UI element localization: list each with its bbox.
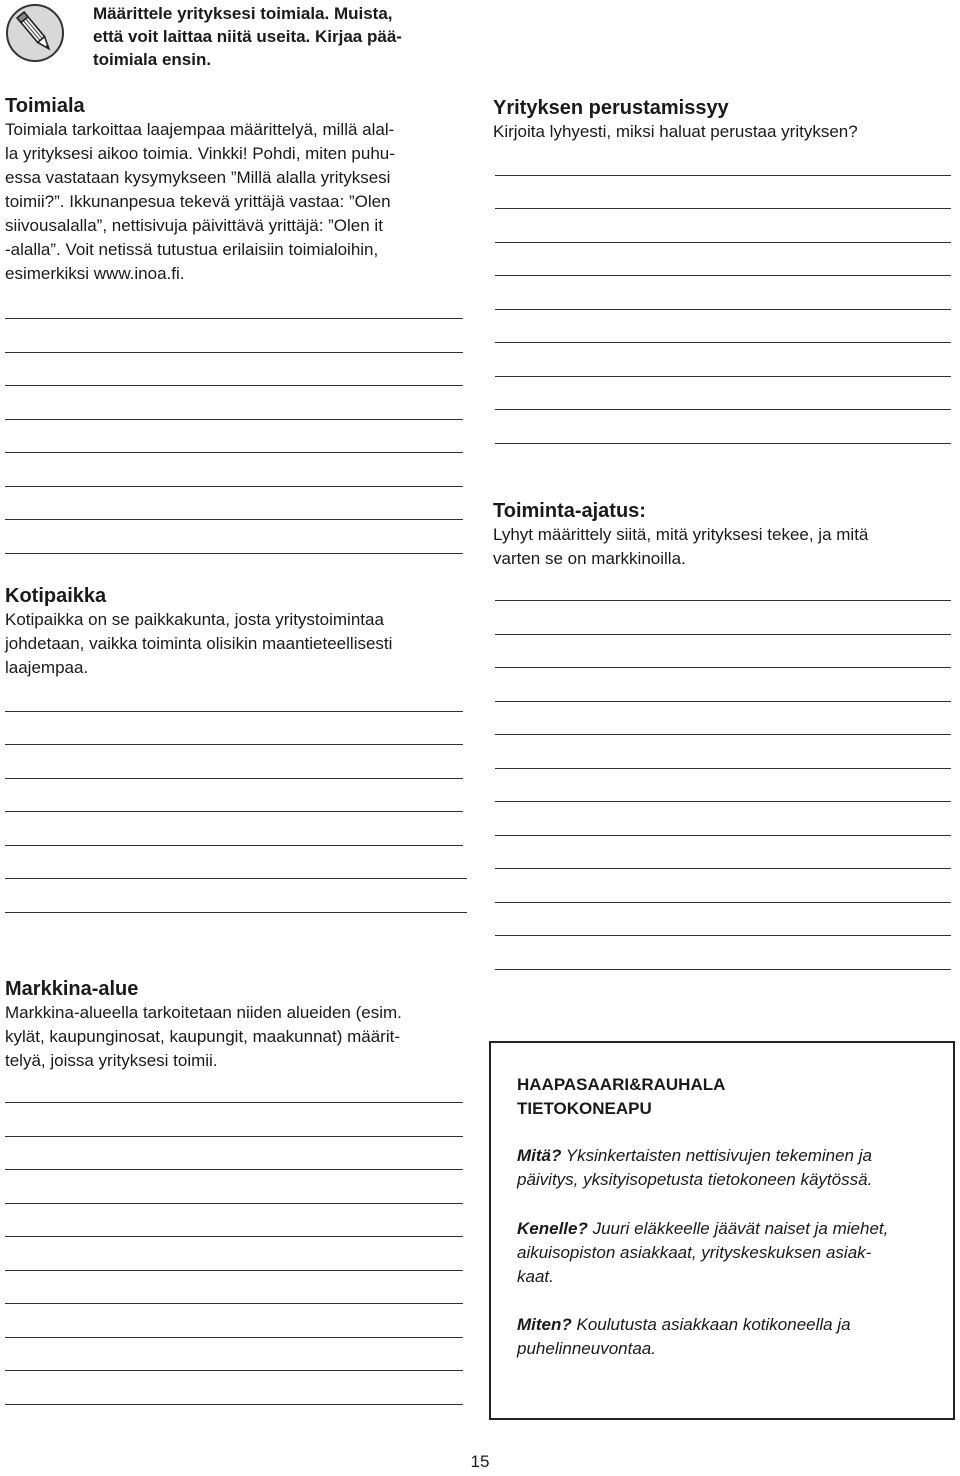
perustamissyy-text [493,120,953,144]
answer-line[interactable] [5,878,467,879]
answer-line[interactable] [495,835,951,836]
text-line: essa vastataan kysymykseen ”Millä alalla yrityksesi [5,168,391,187]
text-line: Koulutusta asiakkaan kotikoneella ja [571,1315,851,1334]
answer-line[interactable] [5,912,467,913]
answer-line[interactable] [495,734,951,735]
answer-line[interactable] [5,1236,463,1237]
answer-line[interactable] [495,902,951,903]
answer-line[interactable] [5,1370,463,1371]
answer-line[interactable] [495,634,951,635]
answer-line[interactable] [495,242,951,243]
answer-line[interactable] [5,385,463,386]
text-line: telyä, joissa yrityksesi toimii. [5,1051,218,1070]
kotipaikka-heading: Kotipaikka [5,585,107,607]
answer-line[interactable] [5,486,463,487]
answer-line[interactable] [495,409,951,410]
toiminta-ajatus-heading: Toiminta-ajatus: [493,500,646,522]
text-line: aikuisopiston asiakkaat, yrityskeskuksen asiak- [517,1243,872,1262]
answer-line[interactable] [495,342,951,343]
text-line: puhelinneuvontaa. [517,1339,656,1358]
answer-line[interactable] [5,452,463,453]
answer-line[interactable] [5,318,463,319]
text-line: johdetaan, vaikka toiminta olisikin maantieteellisesti [5,634,393,653]
perustamissyy-heading: Yrityksen perustamissyy [493,97,729,119]
text-line: päivitys, yksityisopetusta tietokoneen käytössä. [517,1170,873,1189]
example-box [489,1041,955,1420]
text-line: -alalla”. Voit netissä tutustua erilaisiin toimialoihin, [5,240,379,259]
answer-line[interactable] [495,443,951,444]
answer-line[interactable] [495,600,951,601]
example-how [517,1313,937,1361]
answer-line[interactable] [5,1404,463,1405]
example-title-line: HAAPASAARI&RAUHALA [517,1075,726,1094]
example-what-label: Mitä? [517,1146,562,1165]
text-line: varten se on markkinoilla. [493,549,686,568]
example-how-label: Miten? [517,1315,572,1334]
intro-line: toimiala ensin. [93,50,212,69]
text-line: kylät, kaupunginosat, kaupungit, maakunnat) määrit- [5,1027,401,1046]
text-line: Toimiala tarkoittaa laajempaa määrittelyä, millä alal- [5,120,395,139]
answer-line[interactable] [5,419,463,420]
answer-line[interactable] [5,744,463,745]
answer-line[interactable] [5,711,463,712]
answer-line[interactable] [495,868,951,869]
answer-line[interactable] [5,1136,463,1137]
intro-text [93,2,453,71]
example-what [517,1144,937,1192]
toimiala-heading: Toimiala [5,95,85,117]
answer-line[interactable] [495,309,951,310]
answer-line[interactable] [5,1169,463,1170]
text-line: esimerkiksi www.inoa.fi. [5,264,185,283]
markkina-alue-text [5,1001,463,1073]
perustamissyy-section [493,96,953,144]
text-line: Markkina-alueella tarkoitetaan niiden alueiden (esim. [5,1003,402,1022]
answer-line[interactable] [5,519,463,520]
answer-line[interactable] [495,701,951,702]
answer-line[interactable] [5,811,463,812]
intro-line: että voit laittaa niitä useita. Kirjaa pää- [93,27,402,46]
answer-line[interactable] [5,1337,463,1338]
text-line: Kirjoita lyhyesti, miksi haluat perustaa yrityksen? [493,122,858,141]
answer-line[interactable] [495,667,951,668]
text-line: Lyhyt määrittely siitä, mitä yrityksesi tekee, ja mitä [493,525,869,544]
example-who [517,1217,937,1289]
answer-line[interactable] [5,778,463,779]
example-title-line: TIETOKONEAPU [517,1099,652,1118]
answer-line[interactable] [5,845,463,846]
markkina-alue-section [5,977,463,1073]
answer-line[interactable] [495,935,951,936]
kotipaikka-section [5,584,463,680]
text-line: toimii?”. Ikkunanpesua tekevä yrittäjä vastaa: ”Olen [5,192,391,211]
answer-line[interactable] [5,1303,463,1304]
kotipaikka-text [5,608,463,680]
answer-line[interactable] [5,1203,463,1204]
answer-line[interactable] [5,352,463,353]
answer-line[interactable] [495,376,951,377]
text-line: Juuri eläkkeelle jäävät naiset ja miehet, [587,1219,889,1238]
intro-line: Määrittele yrityksesi toimiala. Muista, [93,4,393,23]
answer-line[interactable] [5,1102,463,1103]
toimiala-section [5,94,463,286]
toimiala-text [5,118,463,286]
pencil-icon [4,2,66,64]
answer-line[interactable] [5,1270,463,1271]
page-number: 15 [470,1452,490,1471]
text-line: kaat. [517,1267,554,1286]
markkina-alue-heading: Markkina-alue [5,978,139,1000]
text-line: siivousalalla”, nettisivuja päivittävä yrittäjä: ”Olen it [5,216,383,235]
answer-line[interactable] [495,208,951,209]
text-line: Yksinkertaisten nettisivujen tekeminen ja [561,1146,872,1165]
text-line: laajempaa. [5,658,89,677]
answer-line[interactable] [495,275,951,276]
answer-line[interactable] [495,175,951,176]
example-who-label: Kenelle? [517,1219,588,1238]
text-line: la yrityksesi aikoo toimia. Vinkki! Pohdi, miten puhu- [5,144,395,163]
text-line: Kotipaikka on se paikkakunta, josta yritystoimintaa [5,610,384,629]
answer-line[interactable] [495,801,951,802]
answer-line[interactable] [5,553,463,554]
answer-line[interactable] [495,969,951,970]
answer-line[interactable] [495,768,951,769]
example-title [517,1073,725,1121]
toiminta-ajatus-text [493,523,953,571]
toiminta-ajatus-section [493,499,953,571]
